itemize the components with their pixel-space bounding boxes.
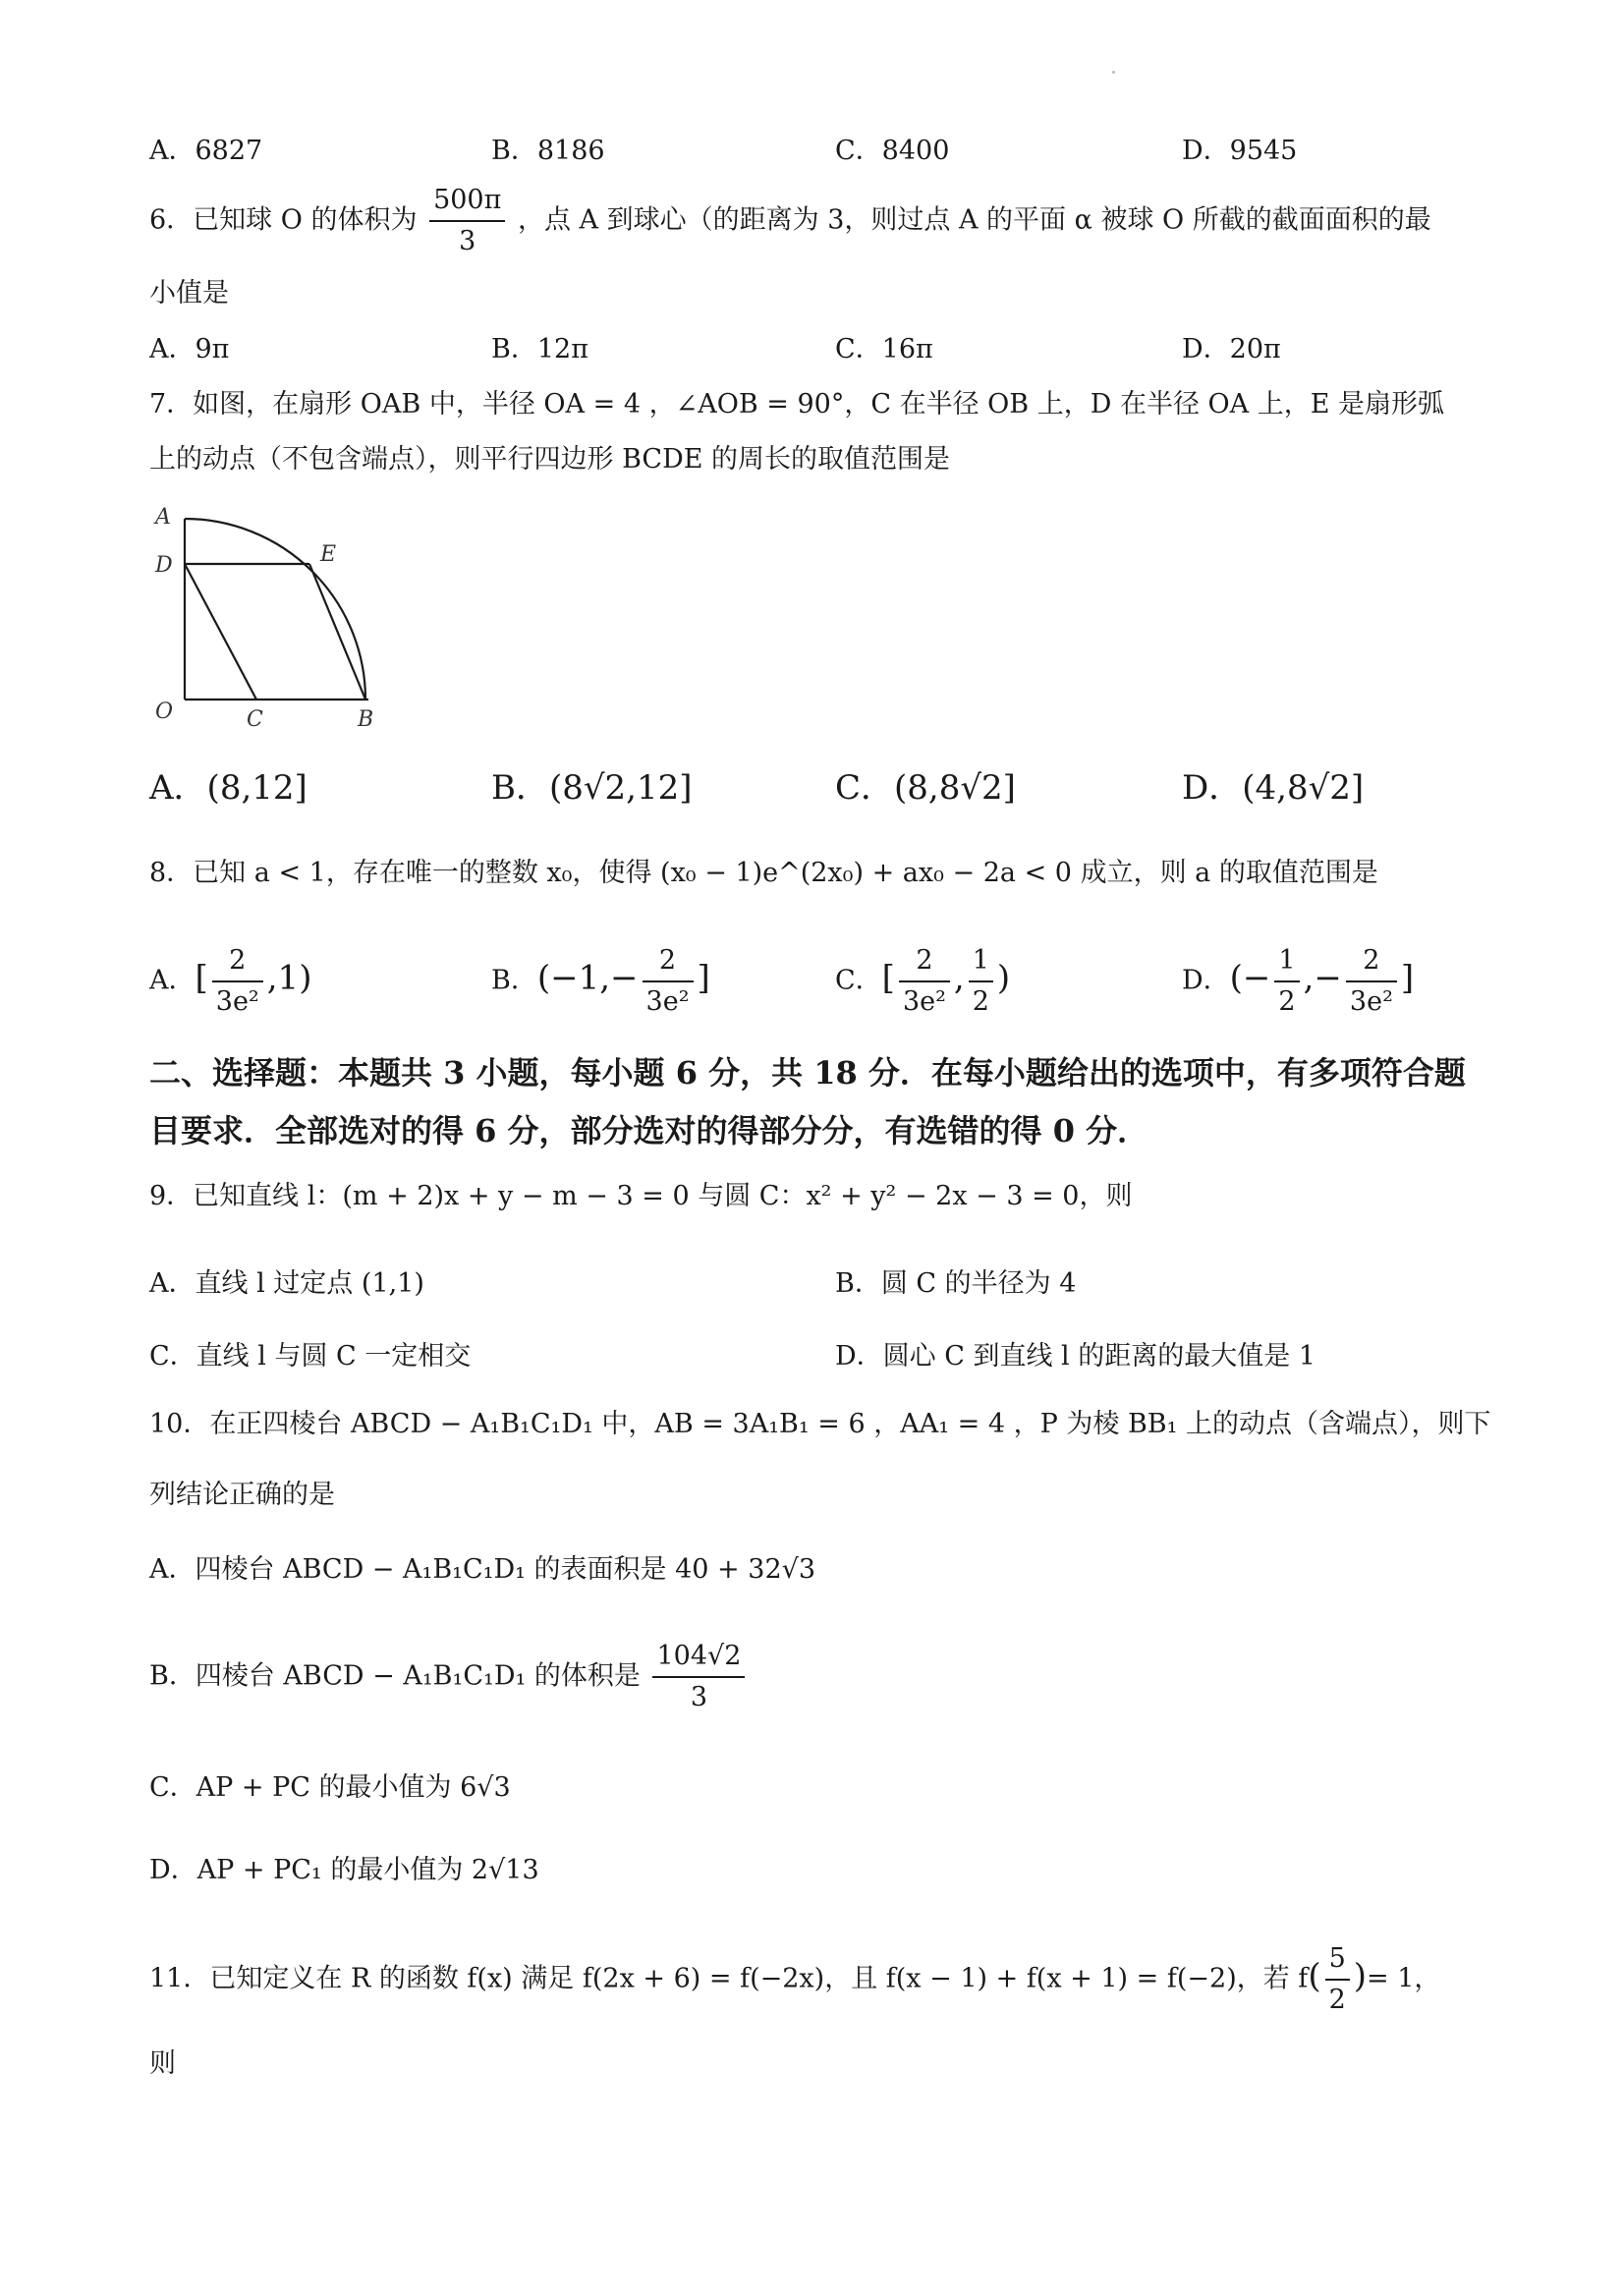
q10-b-fraction (652, 1637, 745, 1717)
q7-option-a: A．(8,12] (149, 768, 308, 808)
q8-a-label: A． (149, 965, 196, 996)
q10-line1: 10．在正四棱台 ABCD − A₁B₁C₁D₁ 中，AB = 3A₁B₁ = 6 ，AA₁ = 4 ，P 为棱 BB₁ 上的动点（含端点），则下 (149, 1409, 1491, 1439)
q8-a-fraction (212, 941, 263, 1022)
q5-option-d: D．9545 (1182, 136, 1298, 166)
segment-EB (309, 564, 365, 700)
scan-speck (1112, 71, 1115, 74)
label-O: O (155, 700, 174, 724)
q8-d-fraction2 (1346, 941, 1397, 1022)
q11-line1 (149, 1939, 1440, 2020)
q10-b-den: 3 (690, 1682, 708, 1712)
q7-option-c: C．(8,8√2] (835, 768, 1016, 808)
q9-option-c: C．直线 l 与圆 C 一定相交 (149, 1341, 472, 1372)
q6-volume-fraction (429, 181, 505, 261)
q7-line2: 上的动点（不包含端点），则平行四边形 BCDE 的周长的取值范围是 (149, 444, 951, 475)
q8-b-den: 3e² (645, 986, 690, 1017)
q8-option-a (149, 941, 311, 1022)
q8-d-label: D． (1182, 965, 1230, 996)
q11-open: ( (1308, 1956, 1321, 1996)
q8-c-num2: 1 (969, 941, 993, 982)
q6-text-post: ，点 A 到球心（的距离为 3，则过点 A 的平面 α 被球 O 所截的截面面积的最 (517, 204, 1431, 236)
q9-option-a: A．直线 l 过定点 (1,1) (149, 1268, 424, 1299)
q8-a-num: 2 (212, 941, 263, 982)
q8-c-close: ) (996, 958, 1011, 998)
q8-c-open: [ (881, 958, 895, 998)
label-A: A (155, 505, 171, 530)
q8-d-fraction1 (1274, 941, 1299, 1022)
q11-den: 2 (1328, 1985, 1346, 2015)
q8-c-fraction1 (899, 941, 950, 1022)
q11-num: 5 (1325, 1939, 1350, 1981)
label-E: E (320, 542, 337, 567)
q8-c-den1: 3e² (902, 986, 946, 1017)
q8-d-sep: ,− (1303, 958, 1342, 998)
q10-b-text: B．四棱台 ABCD − A₁B₁C₁D₁ 的体积是 (149, 1660, 641, 1692)
q8-option-d (1182, 941, 1414, 1022)
q8-d-open: (− (1229, 958, 1271, 998)
q9-option-d: D．圆心 C 到直线 l 的距离的最大值是 1 (835, 1341, 1316, 1372)
q8-b-close: ] (697, 958, 710, 998)
q10-line2: 列结论正确的是 (149, 1480, 335, 1510)
q8-c-num1: 2 (899, 941, 950, 982)
q6-text-pre: 6．已知球 O 的体积为 (149, 204, 418, 236)
q7-option-d: D．(4,8√2] (1182, 768, 1365, 808)
q6-frac-num: 500π (429, 181, 505, 222)
q6-line1 (149, 181, 1431, 261)
q5-option-a: A．6827 (149, 136, 263, 166)
q8-c-den2: 2 (972, 986, 989, 1017)
arc-AB (185, 519, 365, 700)
q8-option-c (835, 941, 1010, 1022)
q6-line2: 小值是 (149, 278, 229, 308)
q6-option-a: A．9π (149, 334, 230, 364)
q10-option-b (149, 1637, 749, 1717)
q7-line1: 7．如图，在扇形 OAB 中，半径 OA = 4 ，∠AOB = 90°，C 在半径 OB 上，D 在半径 OA 上，E 是扇形弧 (149, 389, 1445, 420)
q8-a-open: [ (195, 958, 208, 998)
q8-b-num: 2 (643, 941, 694, 982)
q6-option-d: D．20π (1182, 334, 1281, 364)
q8-c-label: C． (835, 965, 882, 996)
label-C: C (247, 707, 263, 732)
q11-text-pre: 11．已知定义在 R 的函数 f(x) 满足 f(2x + 6) = f(−2x)，且 f(x − 1) + f(x + 1) = f(−2)，若 f (149, 1963, 1309, 1994)
label-B: B (358, 707, 374, 732)
q8-c-sep: , (953, 958, 965, 998)
q8-option-b (491, 941, 710, 1022)
q5-option-b: B．8186 (491, 136, 605, 166)
q9-line1: 9．已知直线 l：(m + 2)x + y − m − 3 = 0 与圆 C：x² + y² − 2x − 3 = 0，则 (149, 1181, 1133, 1211)
q6-frac-den: 3 (459, 226, 476, 256)
q9-option-b: B．圆 C 的半径为 4 (835, 1268, 1077, 1299)
q5-option-c: C．8400 (835, 136, 950, 166)
q11-fraction (1325, 1939, 1350, 2020)
q8-a-tail: ,1) (266, 958, 312, 998)
q10-option-d: D．AP + PC₁ 的最小值为 2√13 (149, 1855, 539, 1885)
segment-DC (185, 564, 256, 700)
q7-sector-figure (147, 496, 383, 737)
q10-b-num: 104√2 (652, 1637, 745, 1678)
q8-c-fraction2 (969, 941, 993, 1022)
q8-b-head: (−1,− (536, 958, 639, 998)
q11-text-post: = 1， (1367, 1963, 1441, 1994)
q8-d-num2: 2 (1346, 941, 1397, 982)
q8-b-label: B． (491, 965, 537, 996)
q8-d-close: ] (1400, 958, 1415, 998)
q11-close: ) (1353, 1956, 1368, 1996)
section2-heading-line1: 二、选择题：本题共 3 小题，每小题 6 分，共 18 分．在每小题给出的选项中，有多项符合题 (149, 1054, 1466, 1092)
q8-d-den2: 3e² (1349, 986, 1393, 1017)
q8-d-num1: 1 (1274, 941, 1299, 982)
section2-heading-line2: 目要求．全部选对的得 6 分，部分选对的得部分分，有选错的得 0 分． (149, 1112, 1149, 1149)
q11-line2: 则 (149, 2048, 176, 2079)
q6-option-b: B．12π (491, 334, 588, 364)
q6-option-c: C．16π (835, 334, 933, 364)
q8-b-fraction (643, 941, 694, 1022)
q10-option-a: A．四棱台 ABCD − A₁B₁C₁D₁ 的表面积是 40 + 32√3 (149, 1554, 816, 1585)
q10-option-c: C．AP + PC 的最小值为 6√3 (149, 1772, 511, 1803)
q8-a-den: 3e² (215, 986, 259, 1017)
label-D: D (155, 553, 173, 578)
q8-line1: 8．已知 a < 1，存在唯一的整数 x₀，使得 (x₀ − 1)e^(2x₀) + ax₀ − 2a < 0 成立，则 a 的取值范围是 (149, 858, 1378, 888)
q7-option-b: B．(8√2,12] (491, 768, 693, 808)
q8-d-den1: 2 (1278, 986, 1296, 1017)
